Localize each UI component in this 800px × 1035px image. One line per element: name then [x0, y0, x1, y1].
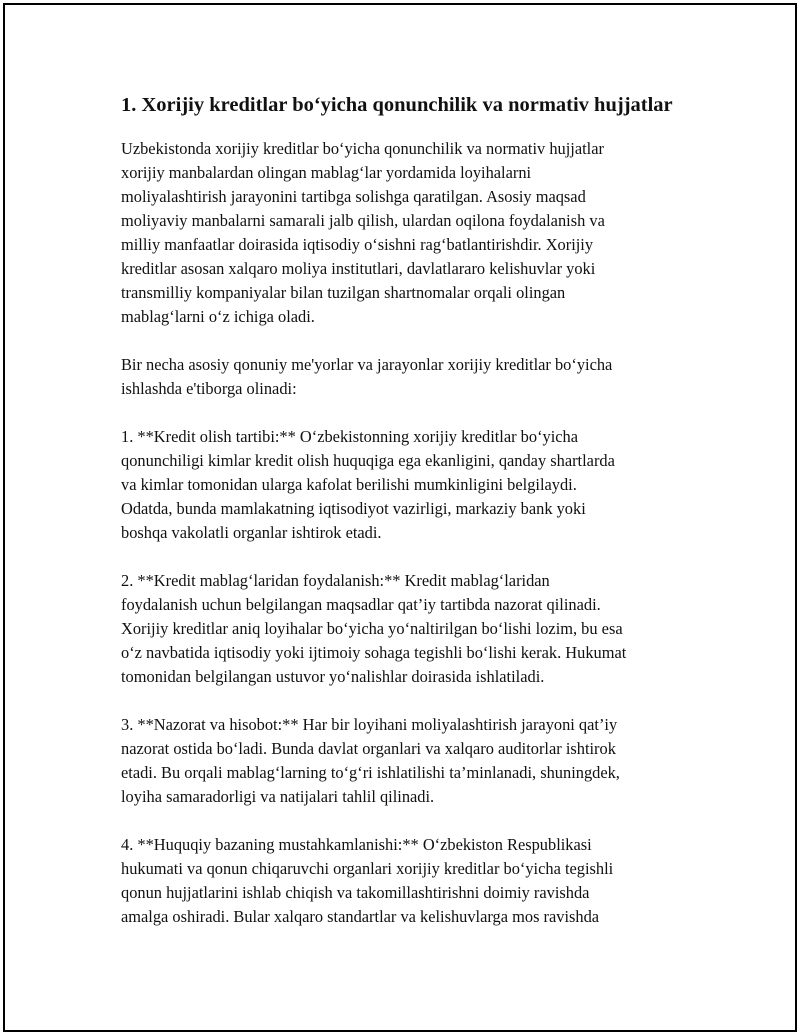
page-border [3, 3, 797, 1032]
text-line: loyiha samaradorligi va natijalari tahlil qilinadi. [121, 787, 435, 806]
text-line: 2. **Kredit mablag‘laridan foydalanish:** Kredit mablag‘laridan [121, 571, 550, 590]
paragraph [121, 353, 701, 401]
text-line: Xorijiy kreditlar aniq loyihalar bo‘yicha yo‘naltirilgan bo‘lishi lozim, bu esa [121, 619, 623, 638]
paragraph-list [121, 137, 701, 929]
text-line: tomonidan belgilangan ustuvor yo‘nalishlar doirasida ishlatiladi. [121, 667, 545, 686]
text-line: nazorat ostida bo‘ladi. Bunda davlat organlari va xalqaro auditorlar ishtirok [121, 739, 616, 758]
text-line: 1. **Kredit olish tartibi:** O‘zbekistonning xorijiy kreditlar bo‘yicha [121, 427, 579, 446]
document-title: 1. Xorijiy kreditlar bo‘yicha qonunchilik va normativ hujjatlar [121, 94, 673, 116]
paragraph [121, 569, 701, 689]
text-line: amalga oshiradi. Bular xalqaro standartlar va kelishuvlarga mos ravishda [121, 907, 600, 926]
text-line: transmilliy kompaniyalar bilan tuzilgan shartnomalar orqali olingan [121, 283, 566, 302]
text-line: moliyaviy manbalarni samarali jalb qilish, ulardan oqilona foydalanish va [121, 211, 605, 230]
text-line: Odatda, bunda mamlakatning iqtisodiyot vazirligi, markaziy bank yoki [121, 499, 586, 518]
paragraph [121, 713, 701, 809]
text-line: 3. **Nazorat va hisobot:** Har bir loyihani moliyalashtirish jarayoni qat’iy [121, 715, 618, 734]
text-line: mablag‘larni o‘z ichiga oladi. [121, 307, 315, 326]
text-line: hukumati va qonun chiqaruvchi organlari xorijiy kreditlar bo‘yicha tegishli [121, 859, 614, 878]
text-line: va kimlar tomonidan ularga kafolat berilishi mumkinligini belgilaydi. [121, 475, 577, 494]
text-line: milliy manfaatlar doirasida iqtisodiy o‘sishni rag‘batlantirishdir. Xorijiy [121, 235, 594, 254]
document-body [121, 91, 701, 953]
text-line: etadi. Bu orqali mablag‘larning to‘g‘ri ishlatilishi ta’minlanadi, shuningdek, [121, 763, 620, 782]
text-line: xorijiy manbalardan olingan mablag‘lar yordamida loyihalarni [121, 163, 532, 182]
text-line: 4. **Huquqiy bazaning mustahkamlanishi:** O‘zbekiston Respublikasi [121, 835, 592, 854]
text-line: Bir necha asosiy qonuniy me'yorlar va jarayonlar xorijiy kreditlar bo‘yicha [121, 355, 613, 374]
paragraph [121, 137, 701, 329]
text-line: ishlashda e'tiborga olinadi: [121, 379, 297, 398]
text-line: foydalanish uchun belgilangan maqsadlar qat’iy tartibda nazorat qilinadi. [121, 595, 601, 614]
text-line: o‘z navbatida iqtisodiy yoki ijtimoiy sohaga tegishli bo‘lishi kerak. Hukumat [121, 643, 627, 662]
text-line: moliyalashtirish jarayonini tartibga solishga qaratilgan. Asosiy maqsad [121, 187, 586, 206]
text-line: qonunchiligi kimlar kredit olish huquqiga ega ekanligini, qanday shartlarda [121, 451, 615, 470]
text-line: qonun hujjatlarini ishlab chiqish va takomillashtirishni doimiy ravishda [121, 883, 590, 902]
paragraph [121, 425, 701, 545]
paragraph [121, 833, 701, 929]
text-line: kreditlar asosan xalqaro moliya institutlari, davlatlararo kelishuvlar yoki [121, 259, 596, 278]
text-line: Uzbekistonda xorijiy kreditlar bo‘yicha qonunchilik va normativ hujjatlar [121, 139, 604, 158]
text-line: boshqa vakolatli organlar ishtirok etadi. [121, 523, 382, 542]
